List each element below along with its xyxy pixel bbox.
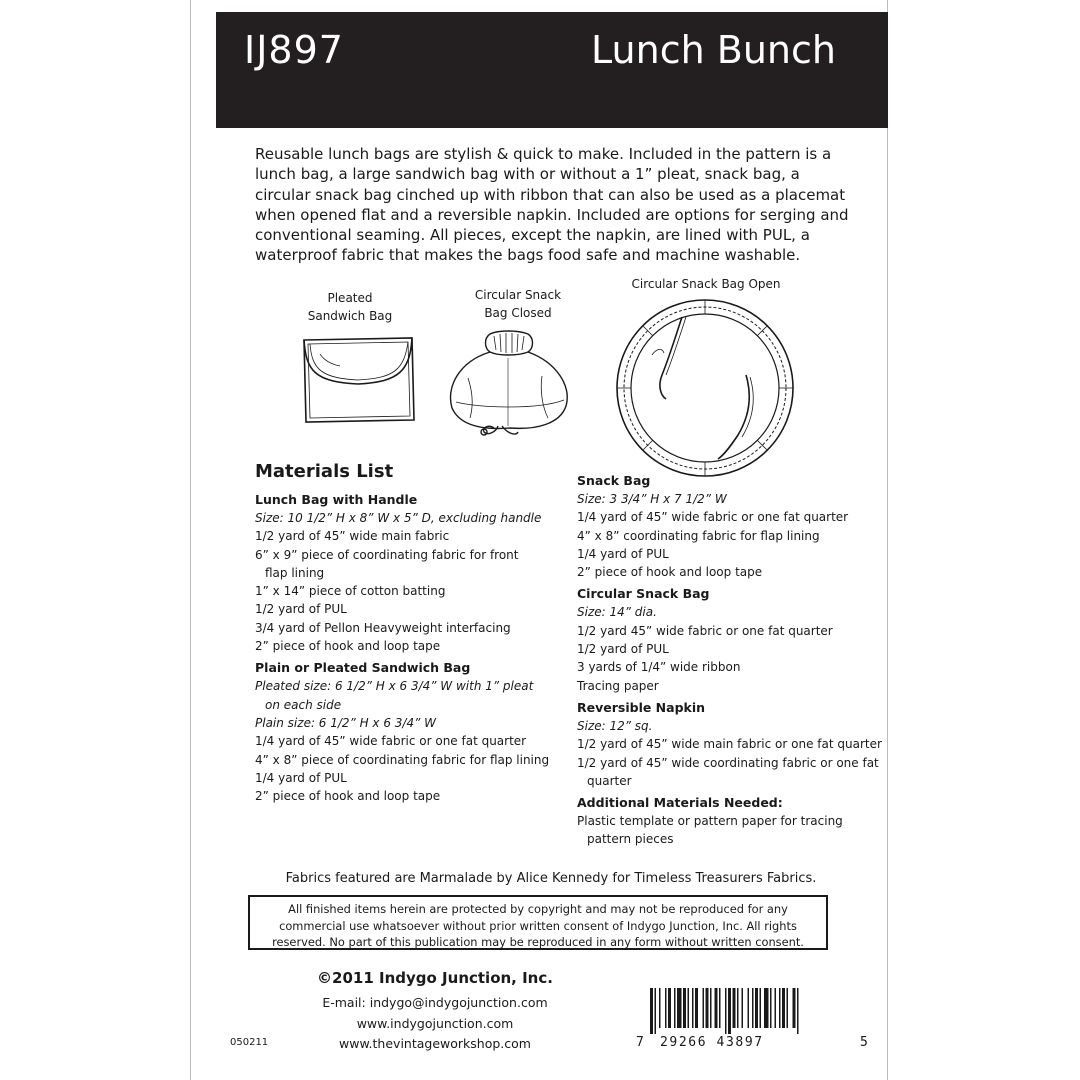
- list-item: 1/4 yard of PUL: [255, 770, 347, 785]
- caption-pleated-sandwich-bag: [290, 289, 410, 325]
- pattern-code: IJ897: [244, 28, 344, 72]
- caption-line: Circular Snack: [474, 288, 562, 302]
- circular-bag-title: Circular Snack Bag: [577, 586, 710, 602]
- materials-heading: Materials List: [255, 461, 394, 482]
- barcode-number-right: 5: [860, 1035, 868, 1050]
- materials-left-column: [255, 460, 565, 805]
- list-item: 1/4 yard of PUL: [577, 546, 669, 561]
- list-item: 1/4 yard of 45” wide fabric or one fat quarter: [577, 510, 849, 525]
- product-code: 050211: [230, 1037, 269, 1048]
- barcode-number-middle: 29266 43897: [660, 1035, 764, 1050]
- caption-line: Bag Closed: [484, 306, 552, 320]
- list-item: 6” x 9” piece of coordinating fabric for front: [255, 547, 519, 562]
- list-item: 1/2 yard 45” wide fabric or one fat quarter: [577, 623, 833, 638]
- sandwich-bag-size-pleated-cont: on each side: [265, 697, 342, 712]
- list-item: 1/2 yard of 45” wide coordinating fabric or one fat: [577, 755, 879, 770]
- list-item: 3 yards of 1/4” wide ribbon: [577, 660, 741, 675]
- list-item: 1/2 yard of 45” wide main fabric: [255, 529, 450, 544]
- pattern-title: Lunch Bunch: [591, 28, 836, 72]
- lunch-bag-title: Lunch Bag with Handle: [255, 492, 418, 507]
- snack-bag-open-illustration: [612, 295, 798, 481]
- circular-bag-size: Size: 14” dia.: [577, 605, 657, 620]
- list-item: 1/2 yard of PUL: [255, 602, 347, 617]
- sandwich-bag-title: Plain or Pleated Sandwich Bag: [255, 660, 471, 676]
- list-item: 1” x 14” piece of cotton batting: [255, 584, 446, 599]
- list-item: 3/4 yard of Pellon Heavyweight interfacing: [255, 620, 511, 635]
- napkin-title: Reversible Napkin: [577, 699, 706, 715]
- snack-bag-size: Size: 3 3/4” H x 7 1/2” W: [577, 492, 727, 506]
- snack-bag-closed-illustration: [438, 328, 578, 438]
- list-item: quarter: [587, 773, 632, 788]
- barcode-icon: [650, 988, 875, 1034]
- caption-snack-bag-open: Circular Snack Bag Open: [631, 277, 781, 291]
- list-item: 2” piece of hook and loop tape: [577, 565, 763, 580]
- sandwich-bag-size-pleated: Pleated size: 6 1/2” H x 6 3/4” W with 1” pleat: [255, 679, 534, 694]
- fabrics-featured-note: Fabrics featured are Marmalade by Alice Kennedy for Timeless Treasurers Fabrics.: [285, 871, 817, 886]
- list-item: 4” x 8” coordinating fabric for flap lining: [577, 528, 820, 543]
- list-item: 2” piece of hook and loop tape: [255, 639, 441, 654]
- list-item: 1/4 yard of 45” wide fabric or one fat quarter: [255, 734, 527, 749]
- materials-right-column: [577, 468, 887, 849]
- list-item: Plastic template or pattern paper for tracing: [577, 814, 843, 829]
- sandwich-bag-size-plain: Plain size: 6 1/2” H x 6 3/4” W: [255, 715, 437, 730]
- caption-line: Pleated: [327, 291, 373, 305]
- pattern-description: Reusable lunch bags are stylish & quick to make. Included in the pattern is a lunch bag, a large sandwich bag with or without a 1” pleat, snack bag, a circular snack bag cinched up with ribbon that can also be used as a placemat when opened flat and a reversible napkin. Included are options for serging and conventional seaming. All pieces, except the napkin, are lined with PUL, a waterproof fabric that makes the bags food safe and machine washable.: [255, 145, 849, 265]
- list-item: flap lining: [265, 565, 325, 580]
- list-item: 1/2 yard of PUL: [577, 642, 669, 657]
- website-link: www.thevintageworkshop.com: [339, 1036, 531, 1051]
- additional-materials-title: Additional Materials Needed:: [577, 795, 783, 811]
- list-item: Tracing paper: [577, 678, 659, 693]
- snack-bag-title: Snack Bag: [577, 473, 651, 488]
- caption-line: Sandwich Bag: [307, 309, 393, 323]
- lunch-bag-size: Size: 10 1/2” H x 8” W x 5” D, excluding handle: [255, 511, 542, 525]
- list-item: pattern pieces: [587, 832, 674, 847]
- caption-snack-bag-closed: [456, 286, 580, 322]
- barcode-number-left: 7: [636, 1035, 644, 1050]
- company-copyright: ©2011 Indygo Junction, Inc.: [317, 969, 553, 987]
- list-item: 2” piece of hook and loop tape: [255, 789, 441, 804]
- napkin-size: Size: 12” sq.: [577, 718, 653, 733]
- copyright-notice-box: All finished items herein are protected by copyright and may not be reproduced for any commercial use whatsoever without prior written consent of Indygo Junction, Inc. All rights reserved. No part of this publication may be reproduced in any form without written consent.: [248, 895, 828, 950]
- list-item: 4” x 8” piece of coordinating fabric for flap lining: [255, 752, 550, 767]
- website-link: www.indygojunction.com: [356, 1016, 514, 1031]
- sandwich-bag-illustration: [300, 330, 418, 426]
- list-item: 1/2 yard of 45” wide main fabric or one fat quarter: [577, 737, 882, 752]
- contact-email: E-mail: indygo@indygojunction.com: [322, 995, 548, 1010]
